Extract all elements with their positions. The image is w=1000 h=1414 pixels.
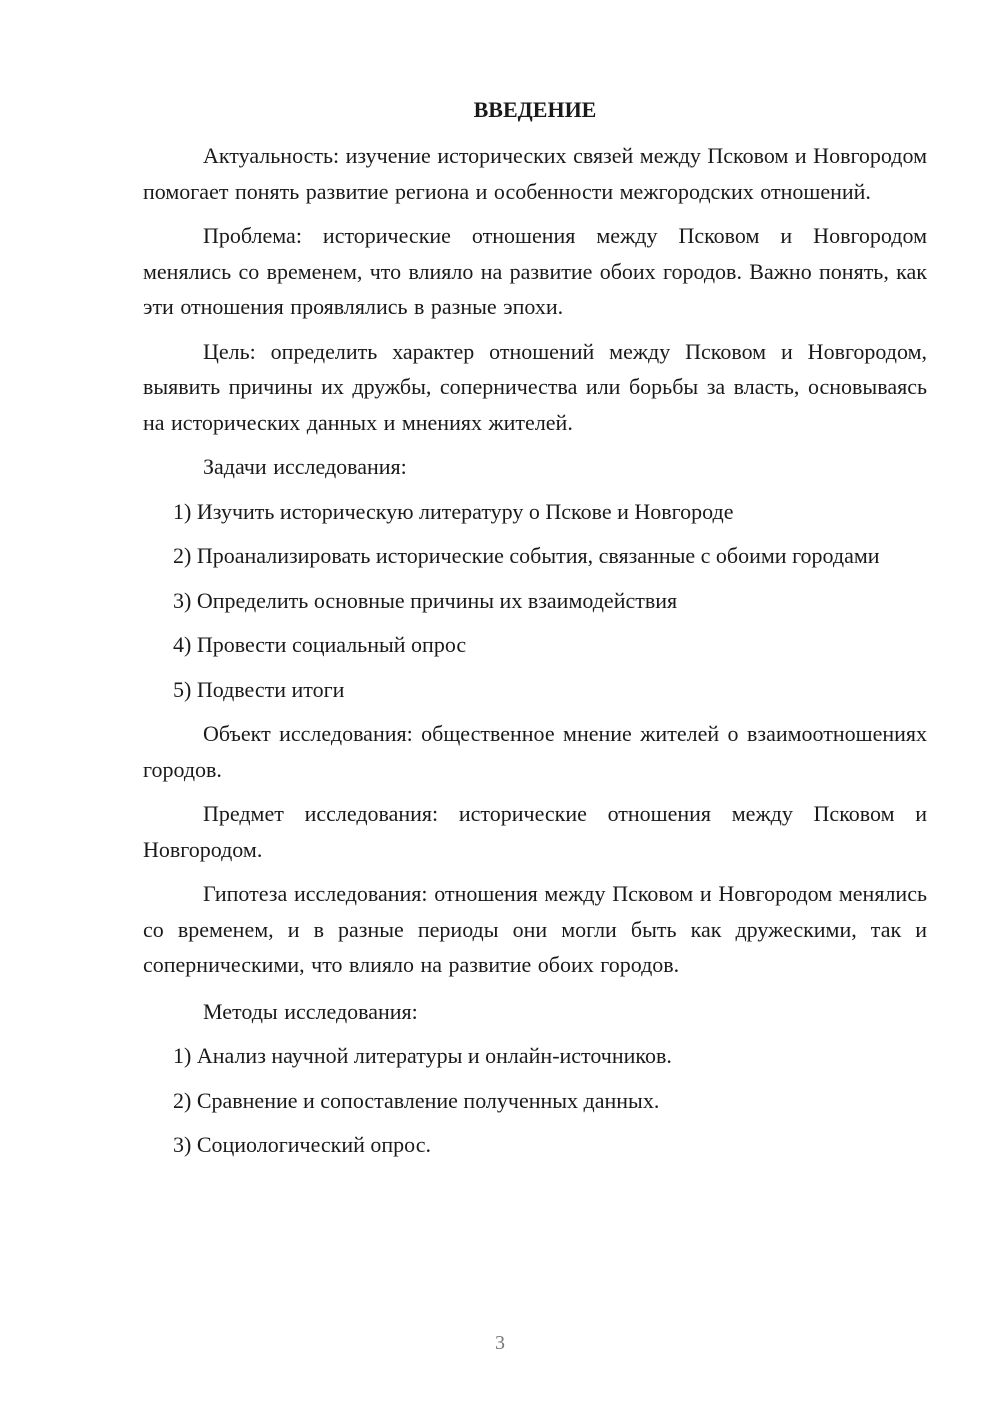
- methods-list: [143, 1038, 927, 1163]
- section-title: ВВЕДЕНИЕ: [473, 97, 597, 122]
- relevance-paragraph: Актуальность: изучение исторических связей между Псковом и Новгородом помогает понять развитие региона и особенности межгородских отношений.: [143, 143, 927, 204]
- tasks-list: [143, 494, 927, 708]
- method-item: 2) Сравнение и сопоставление полученных данных.: [173, 1087, 660, 1113]
- task-item: 5) Подвести итоги: [173, 676, 345, 702]
- method-item: 3) Социологический опрос.: [173, 1132, 431, 1157]
- goal-paragraph: Цель: определить характер отношений между Псковом и Новгородом, выявить причины их дружбы, соперничества или борьбы за власть, основываясь на исторических данных и мнениях жителей.: [143, 338, 927, 435]
- page-number: 3: [495, 1332, 505, 1354]
- task-item: 2) Проанализировать исторические события, связанные с обоими городами: [173, 543, 880, 568]
- hypothesis-paragraph: Гипотеза исследования: отношения между Псковом и Новгородом менялись со временем, и в разные периоды они могли быть как дружескими, так и соперническими, что влияло на развитие обоих городов.: [143, 881, 927, 977]
- task-item: 1) Изучить историческую литературу о Пскове и Новгороде: [173, 498, 734, 524]
- object-paragraph: Объект исследования: общественное мнение жителей о взаимоотношениях городов.: [143, 721, 927, 782]
- problem-paragraph: Проблема: исторические отношения между Псковом и Новгородом менялись со временем, что влияло на развитие обоих городов. Важно понять, как эти отношения проявлялись в разные эпохи.: [143, 223, 927, 319]
- tasks-heading: Задачи исследования:: [203, 454, 407, 479]
- page-content: [143, 92, 927, 1172]
- task-item: 3) Определить основные причины их взаимодействия: [173, 587, 678, 613]
- subject-paragraph: Предмет исследования: исторические отношения между Псковом и Новгородом.: [143, 801, 927, 862]
- method-item: 1) Анализ научной литературы и онлайн-источников.: [173, 1043, 672, 1068]
- task-item: 4) Провести социальный опрос: [173, 632, 467, 657]
- methods-heading: Методы исследования:: [203, 998, 418, 1024]
